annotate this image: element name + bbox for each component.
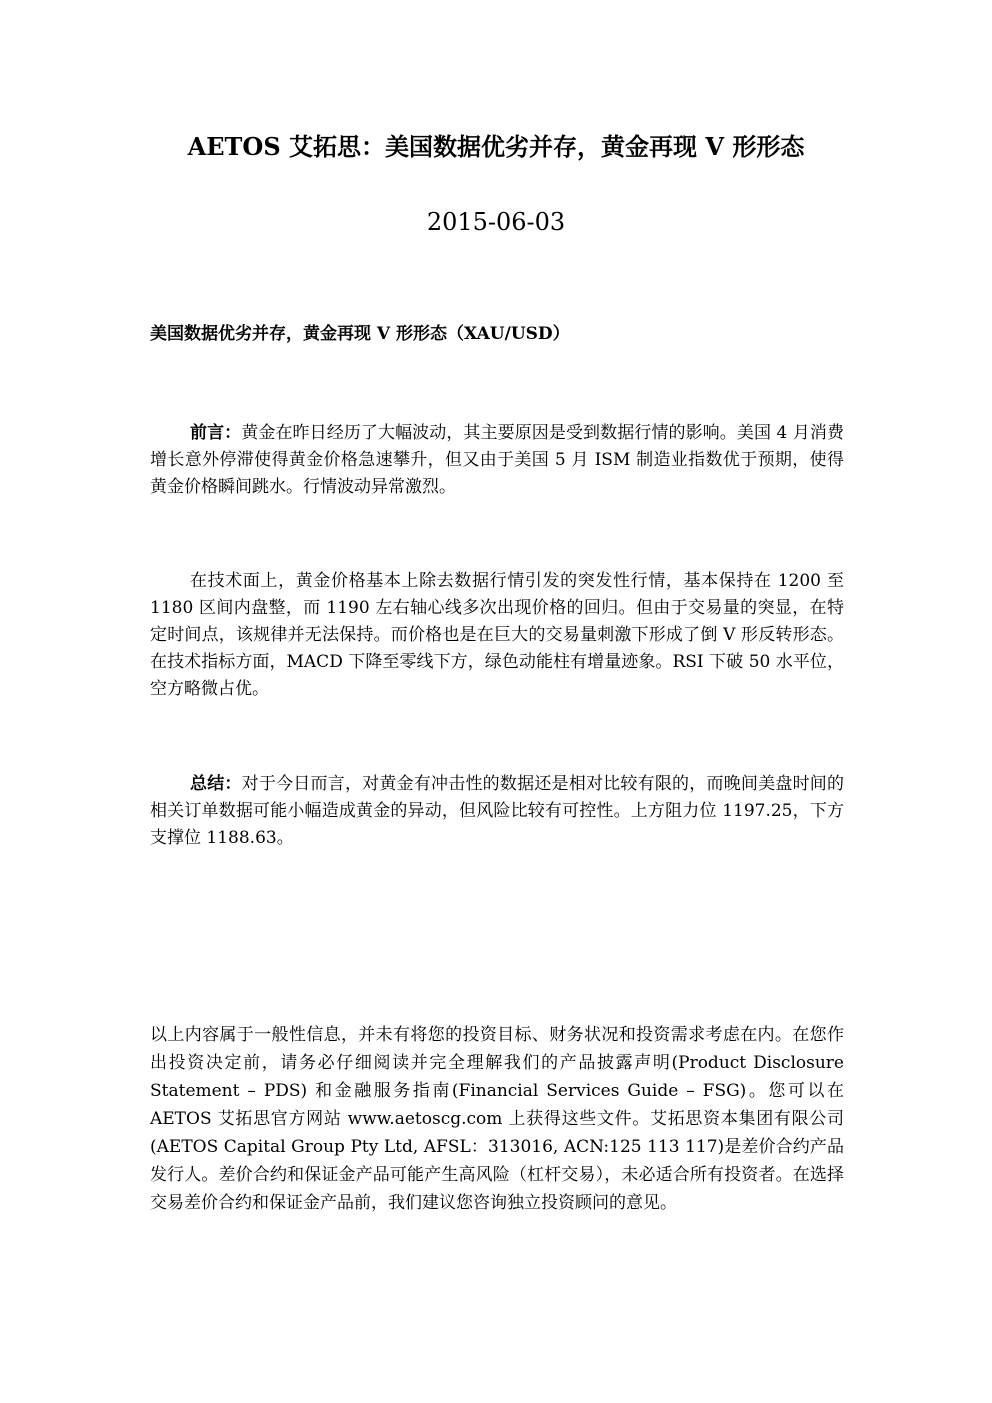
- disclaimer-text: 以上内容属于一般性信息，并未有将您的投资目标、财务状况和投资需求考虑在内。在您作出投资决定前，请务必仔细阅读并完全理解我们的产品披露声明(Product Disclosure Statement – PDS) 和金融服务指南(Financial Services Guide – FSG)。您可以在 AETOS 艾拓思官方网站 www.aetoscg.com 上获得这些文件。艾拓思资本集团有限公司(AETOS Capital Group Pty Ltd, AFSL：313016, ACN:125 113 117)是差价合约产品发行人。差价合约和保证金产品可能产生高风险（杠杆交易），未必适合所有投资者。在选择交易差价合约和保证金产品前，我们建议您咨询独立投资顾问的意见。: [150, 1025, 844, 1213]
- intro-paragraph: [150, 420, 844, 501]
- document-title: AETOS 艾拓思：美国数据优劣并存，黄金再现 V 形形态: [187, 132, 805, 161]
- technical-text: 在技术面上，黄金价格基本上除去数据行情引发的突发性行情，基本保持在 1200 至 1180 区间内盘整，而 1190 左右轴心线多次出现价格的回归。但由于交易量的突显，在特定时间点，该规律并无法保持。而价格也是在巨大的交易量刺激下形成了倒 V 形反转形态。在技术指标方面，MACD 下降至零线下方，绿色动能柱有增量迹象。RSI 下破 50 水平位，空方略微占优。: [150, 571, 844, 699]
- intro-text: 黄金在昨日经历了大幅波动，其主要原因是受到数据行情的影响。美国 4 月消费增长意外停滞使得黄金价格急速攀升，但又由于美国 5 月 ISM 制造业指数优于预期，使得黄金价格瞬间跳水。行情波动异常激烈。: [150, 423, 845, 497]
- summary-paragraph: [150, 771, 844, 852]
- section-subheading: 美国数据优劣并存，黄金再现 V 形形态（XAU/USD）: [150, 324, 570, 344]
- summary-text: 对于今日而言，对黄金有冲击性的数据还是相对比较有限的，而晚间美盘时间的相关订单数据可能小幅造成黄金的异动，但风险比较有可控性。上方阻力位 1197.25，下方支撑位 1188.63。: [150, 774, 845, 848]
- disclaimer-paragraph: [150, 1021, 844, 1217]
- summary-lead: 总结：: [190, 774, 242, 794]
- document-date: 2015-06-03: [426, 208, 566, 236]
- technical-paragraph: [150, 568, 844, 703]
- intro-lead: 前言：: [190, 423, 242, 443]
